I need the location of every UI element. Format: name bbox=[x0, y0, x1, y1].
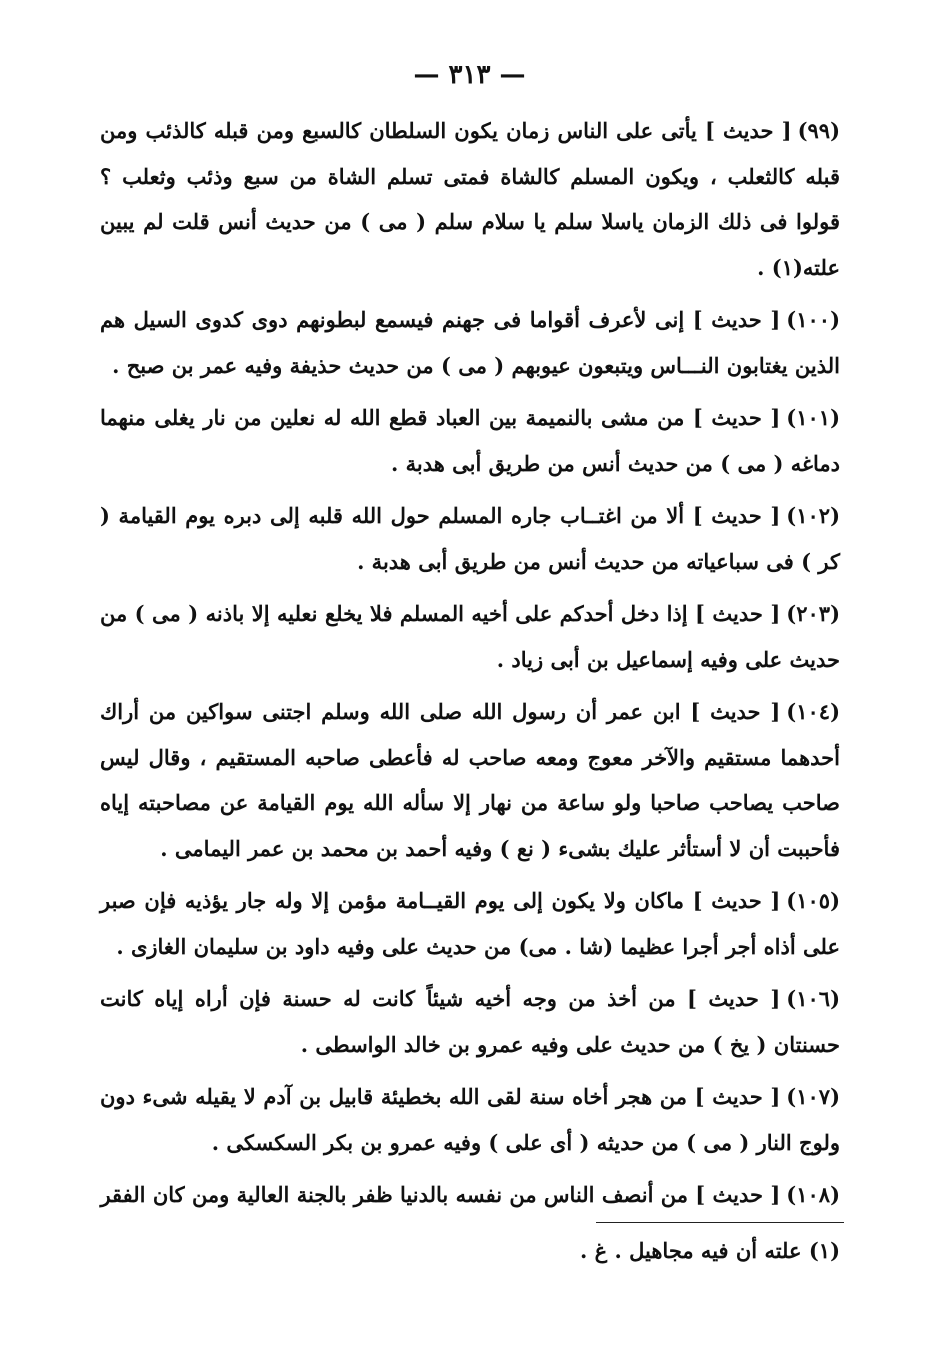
hadith-number: (٢٠٣) bbox=[786, 601, 840, 626]
hadith-text: [ حديث ] يأتى على الناس زمان يكون السلطان كالسبع ومن قبله كالذئب ومن قبله كالثعلب ، ويكون المسلم كالشاة فمتى تسلم الشاة من سبع وذئب وثعلب ؟ قولوا فى ذلك الزمان ياسلا سلم يا سلام سلم ( مى ) من حديث أنس قلت لم يبين علته(١) . bbox=[100, 118, 840, 280]
hadith-text: [ حديث ] ألا من اغتــاب جاره المسلم حول الله قلبه إلى دبره يوم القيامة ( كر ) فى سباعياته من حديث أنس من طريق أبى هدبة . bbox=[100, 503, 840, 574]
hadith-text: [ حديث ] ماكان ولا يكون إلى يوم القيــامة مؤمن إلا وله جار يؤذيه فإن صبر على أذاه أجر أجرا عظيما (شا . مى) من حديث على وفيه داود بن سليمان الغازى . bbox=[100, 888, 840, 959]
hadith-list bbox=[100, 108, 840, 1225]
hadith-number: (١٠٤) bbox=[786, 699, 840, 724]
hadith-number: (١٠٦) bbox=[786, 986, 840, 1011]
page-number: — ٣١٣ — bbox=[413, 60, 526, 90]
hadith-108 bbox=[100, 1172, 840, 1218]
hadith-number: (٩٩) bbox=[797, 118, 840, 143]
hadith-107 bbox=[100, 1074, 840, 1165]
hadith-number: (١٠٢) bbox=[786, 503, 840, 528]
footnote-divider bbox=[596, 1222, 844, 1223]
hadith-104 bbox=[100, 689, 840, 871]
hadith-text: [ حديث ] إذا دخل أحدكم على أخيه المسلم فلا يخلع نعليه إلا باذنه ( مى ) من حديث على وفيه إسماعيل بن أبى زياد . bbox=[100, 601, 840, 672]
hadith-106 bbox=[100, 976, 840, 1067]
hadith-text: [ حديث ] إنى لأعرف أقواما فى جهنم فيسمع لبطونهم دوى كدوى السيل هم الذين يغتابون النـــاس ويتبعون عيوبهم ( مى ) من حديث حذيفة وفيه عمر بن صبح . bbox=[100, 307, 840, 378]
hadith-101 bbox=[100, 395, 840, 486]
hadith-number: (١٠٥) bbox=[786, 888, 840, 913]
hadith-number: (١٠١) bbox=[786, 405, 840, 430]
hadith-text: [ حديث ] من مشى بالنميمة بين العباد قطع الله له نعلين من نار يغلى منهما دماغه ( مى ) من حديث أنس من طريق أبى هدبة . bbox=[100, 405, 840, 476]
hadith-number: (١٠٨) bbox=[786, 1182, 840, 1207]
hadith-text: [ حديث ] ابن عمر أن رسول الله صلى الله وسلم اجتنى سواكين من أراك أحدهما مستقيم والآخر معوج ومعه صاحب له فأعطى صاحبه المستقيم ، وقال ليس صاحب يصاحب صاحبا ولو ساعة من نهار إلا سأله الله يوم القيامة عن مصاحبته إياه فأحببت أن لا أستأثر عليك بشىء ( نع ) وفيه أحمد بن محمد بن عمر اليمامى . bbox=[100, 699, 840, 861]
hadith-number: (١٠٠) bbox=[786, 307, 840, 332]
hadith-100 bbox=[100, 297, 840, 388]
footnote: (١) علته أن فيه مجاهيل . غ . bbox=[580, 1238, 840, 1263]
hadith-text: [ حديث ] من هجر أخاه سنة لقى الله بخطيئة قابيل بن آدم لا يقيله شىء دون ولوج النار ( مى ) من حديثه ( أى على ) وفيه عمرو بن بكر السكسكى . bbox=[100, 1084, 840, 1155]
hadith-99 bbox=[100, 108, 840, 290]
hadith-number: (١٠٧) bbox=[786, 1084, 840, 1109]
hadith-103 bbox=[100, 591, 840, 682]
hadith-105 bbox=[100, 878, 840, 969]
hadith-102 bbox=[100, 493, 840, 584]
hadith-text: [ حديث ] من أنصف الناس من نفسه بالدنيا ظفر بالجنة العالية ومن كان الفقر bbox=[100, 1182, 781, 1207]
hadith-text: [ حديث ] من أخذ من وجه أخيه شيئاً كانت له حسنة فإن أراه إياه كانت حسنتان ( يخ ) من حديث على وفيه عمرو بن خالد الواسطى . bbox=[100, 986, 840, 1057]
